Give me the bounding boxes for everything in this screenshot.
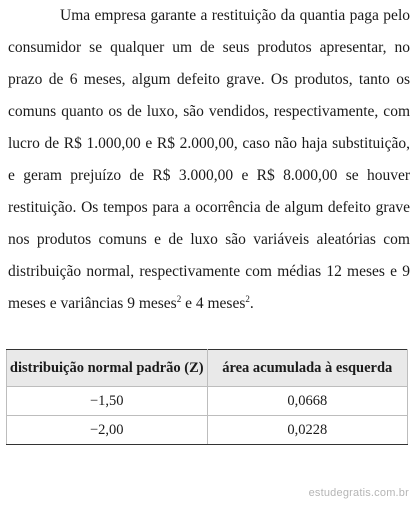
problem-statement	[8, 0, 410, 320]
cell-area-value: 0,0228	[207, 416, 408, 445]
watermark: estudegratis.com.br	[308, 487, 409, 499]
cell-z-value: −2,00	[7, 416, 208, 445]
problem-text-mid: e 4 meses	[181, 295, 246, 312]
cell-area-value: 0,0668	[207, 387, 408, 416]
table-row	[7, 387, 408, 416]
superscript-squared-1: 2	[176, 293, 182, 304]
table-header-row	[7, 350, 408, 387]
problem-text-main: Uma empresa garante a restituição da quantia paga pelo consumidor se qualquer um de seus produtos apresentar, no prazo de 6 meses, algum defeito grave. Os produtos, tanto os comuns quanto os de luxo, são vendidos, respectivamente, com lucro de R$ 1.000,00 e R$ 2.000,00, caso não haja substituição, e geram prejuízo de R$ 3.000,00 e R$ 8.000,00 se houver restituição. Os tempos para a ocorrência de algum defeito grave nos produtos comuns e de luxo são variáveis aleatórias com distribuição normal, respectivamente com médias 12 meses e 9 meses e variâncias 9 meses	[8, 7, 410, 312]
table-row	[7, 416, 408, 445]
problem-text-end: .	[249, 295, 254, 312]
column-header-area: área acumulada à esquerda	[207, 350, 408, 387]
column-header-z: distribuição normal padrão (Z)	[7, 350, 208, 387]
normal-distribution-table	[6, 349, 408, 445]
cell-z-value: −1,50	[7, 387, 208, 416]
superscript-squared-2: 2	[245, 293, 250, 304]
